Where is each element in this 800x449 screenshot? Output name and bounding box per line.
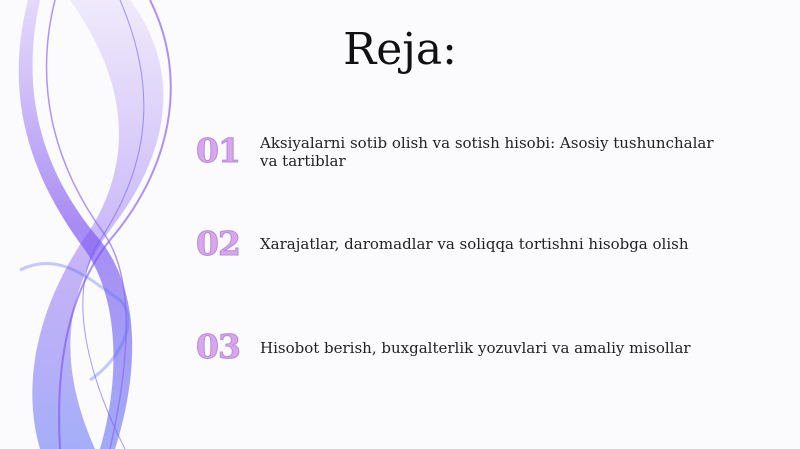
agenda-item-number: 03 — [196, 327, 240, 366]
agenda-item-number: 01 — [196, 131, 240, 170]
agenda-item-text: Xarajatlar, daromadlar va soliqqa tortishni hisobga olish — [260, 235, 689, 253]
agenda-item-number: 02 — [196, 224, 240, 263]
agenda-item-text: Aksiyalarni sotib olish va sotish hisobi: Asosiy tushunchalar va tartiblar — [260, 134, 714, 170]
decorative-wave-graphic — [0, 0, 200, 449]
agenda-item-text: Hisobot berish, buxgalterlik yozuvlari va amaliy misollar — [260, 339, 691, 357]
slide-title: Reja: — [343, 24, 457, 75]
